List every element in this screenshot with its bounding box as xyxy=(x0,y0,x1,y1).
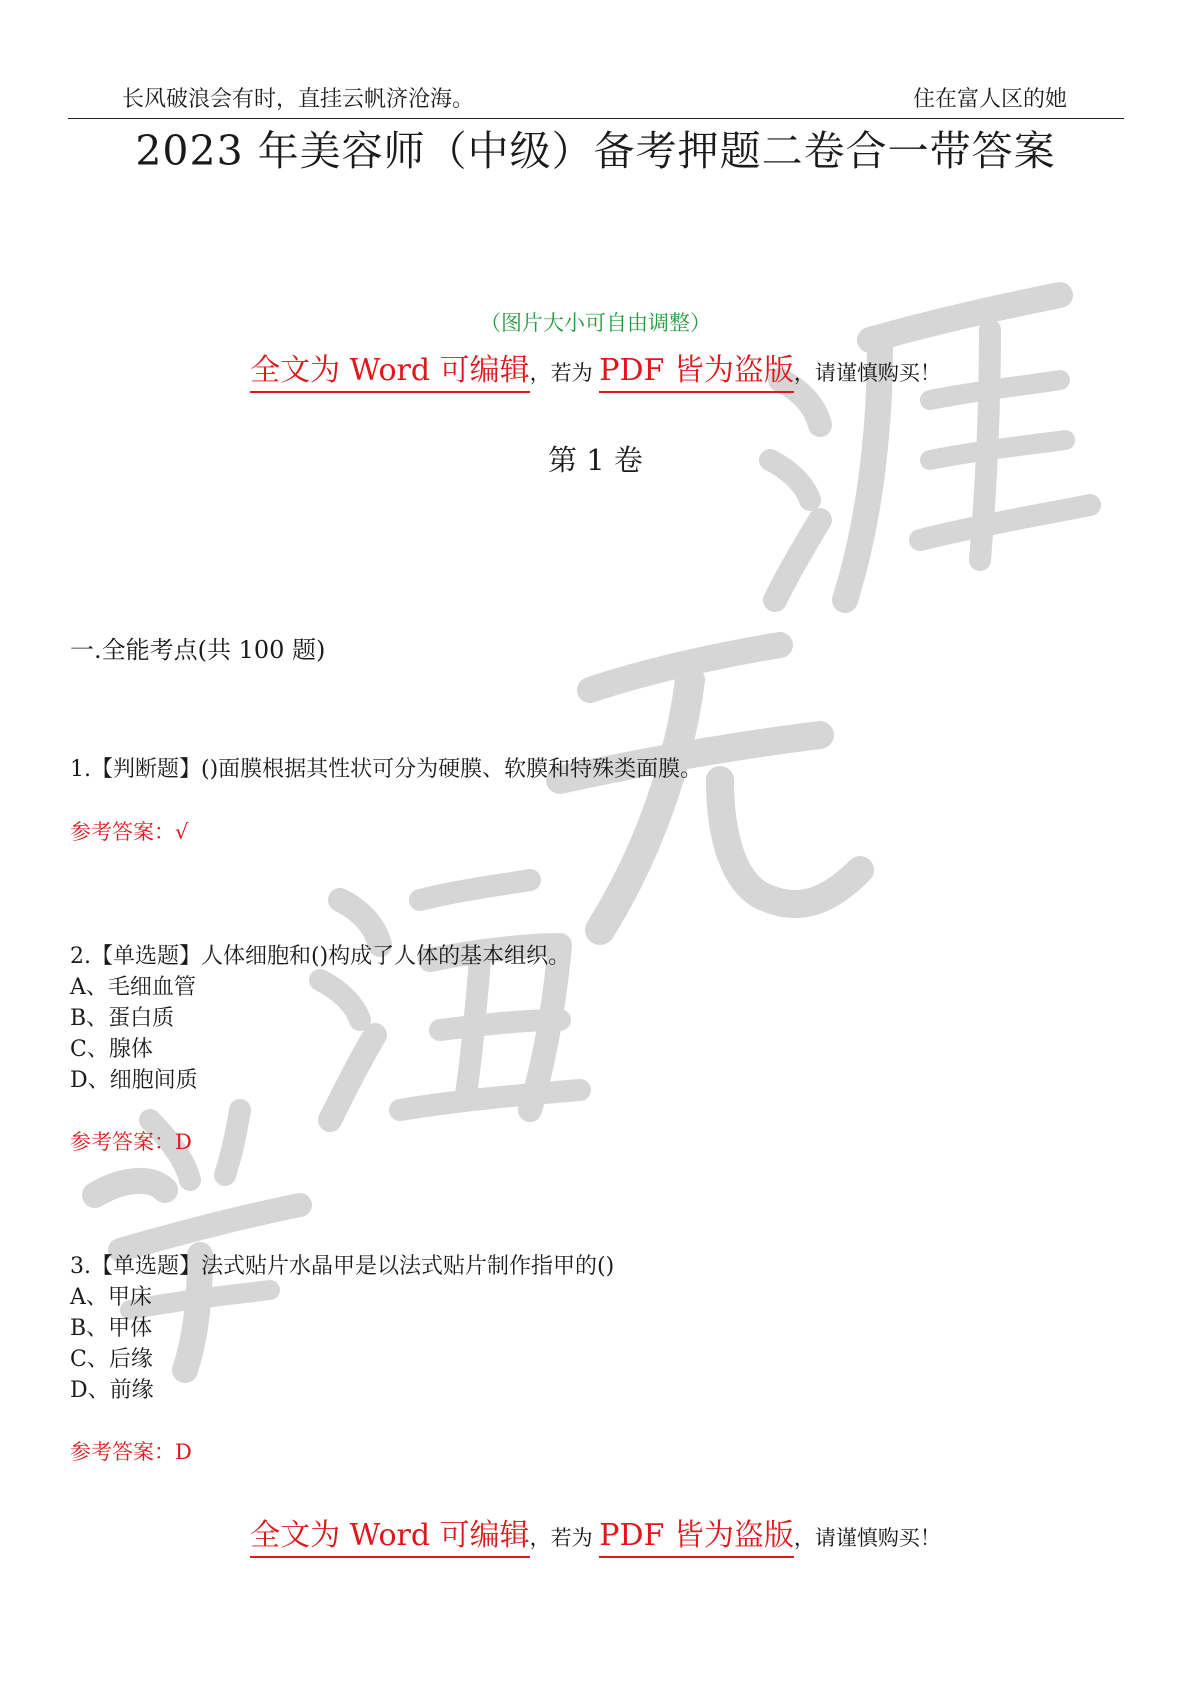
question-3-option-d: D、前缘 xyxy=(70,1378,154,1403)
answer-3: 参考答案：D xyxy=(70,1440,192,1464)
banner-pirate-text: PDF 皆为盗版 xyxy=(599,353,794,393)
question-1: 1.【判断题】()面膜根据其性状可分为硬膜、软膜和特殊类面膜。 xyxy=(70,757,703,782)
question-3-option-c: C、后缘 xyxy=(70,1347,153,1372)
banner-separator: ，若为 xyxy=(529,361,593,385)
banner-editable-text: 全文为 Word 可编辑 xyxy=(250,353,529,393)
banner-editable-text: 全文为 Word 可编辑 xyxy=(250,1518,529,1558)
question-2-option-c: C、腺体 xyxy=(70,1037,153,1062)
question-3: 3.【单选题】法式贴片水晶甲是以法式贴片制作指甲的() xyxy=(70,1254,615,1279)
banner-separator: ，若为 xyxy=(529,1526,593,1550)
banner-tail: ，请谨慎购买！ xyxy=(793,1526,941,1550)
copyright-banner-bottom xyxy=(0,1510,1191,1554)
image-size-note: （图片大小可自由调整） xyxy=(480,311,711,335)
question-3-option-a: A、甲床 xyxy=(70,1285,152,1310)
section-heading: 一.全能考点(共 100 题) xyxy=(70,636,326,664)
question-2: 2.【单选题】人体细胞和()构成了人体的基本组织。 xyxy=(70,944,571,969)
banner-pirate-text: PDF 皆为盗版 xyxy=(599,1518,794,1558)
question-3-option-b: B、甲体 xyxy=(70,1316,153,1341)
copyright-banner-top xyxy=(0,345,1191,389)
question-2-option-a: A、毛细血管 xyxy=(70,975,196,1000)
header-author: 住在富人区的她 xyxy=(912,87,1067,112)
question-2-option-d: D、细胞间质 xyxy=(70,1068,198,1093)
question-2-option-b: B、蛋白质 xyxy=(70,1006,175,1031)
document-title: 2023 年美容师（中级）备考押题二卷合一带答案 xyxy=(135,127,1056,175)
volume-heading: 第 1 卷 xyxy=(548,443,643,477)
answer-1: 参考答案：√ xyxy=(70,820,189,844)
answer-2: 参考答案：D xyxy=(70,1130,192,1154)
banner-tail: ，请谨慎购买！ xyxy=(793,361,941,385)
header-quote: 长风破浪会有时，直挂云帆济沧海。 xyxy=(122,87,475,112)
